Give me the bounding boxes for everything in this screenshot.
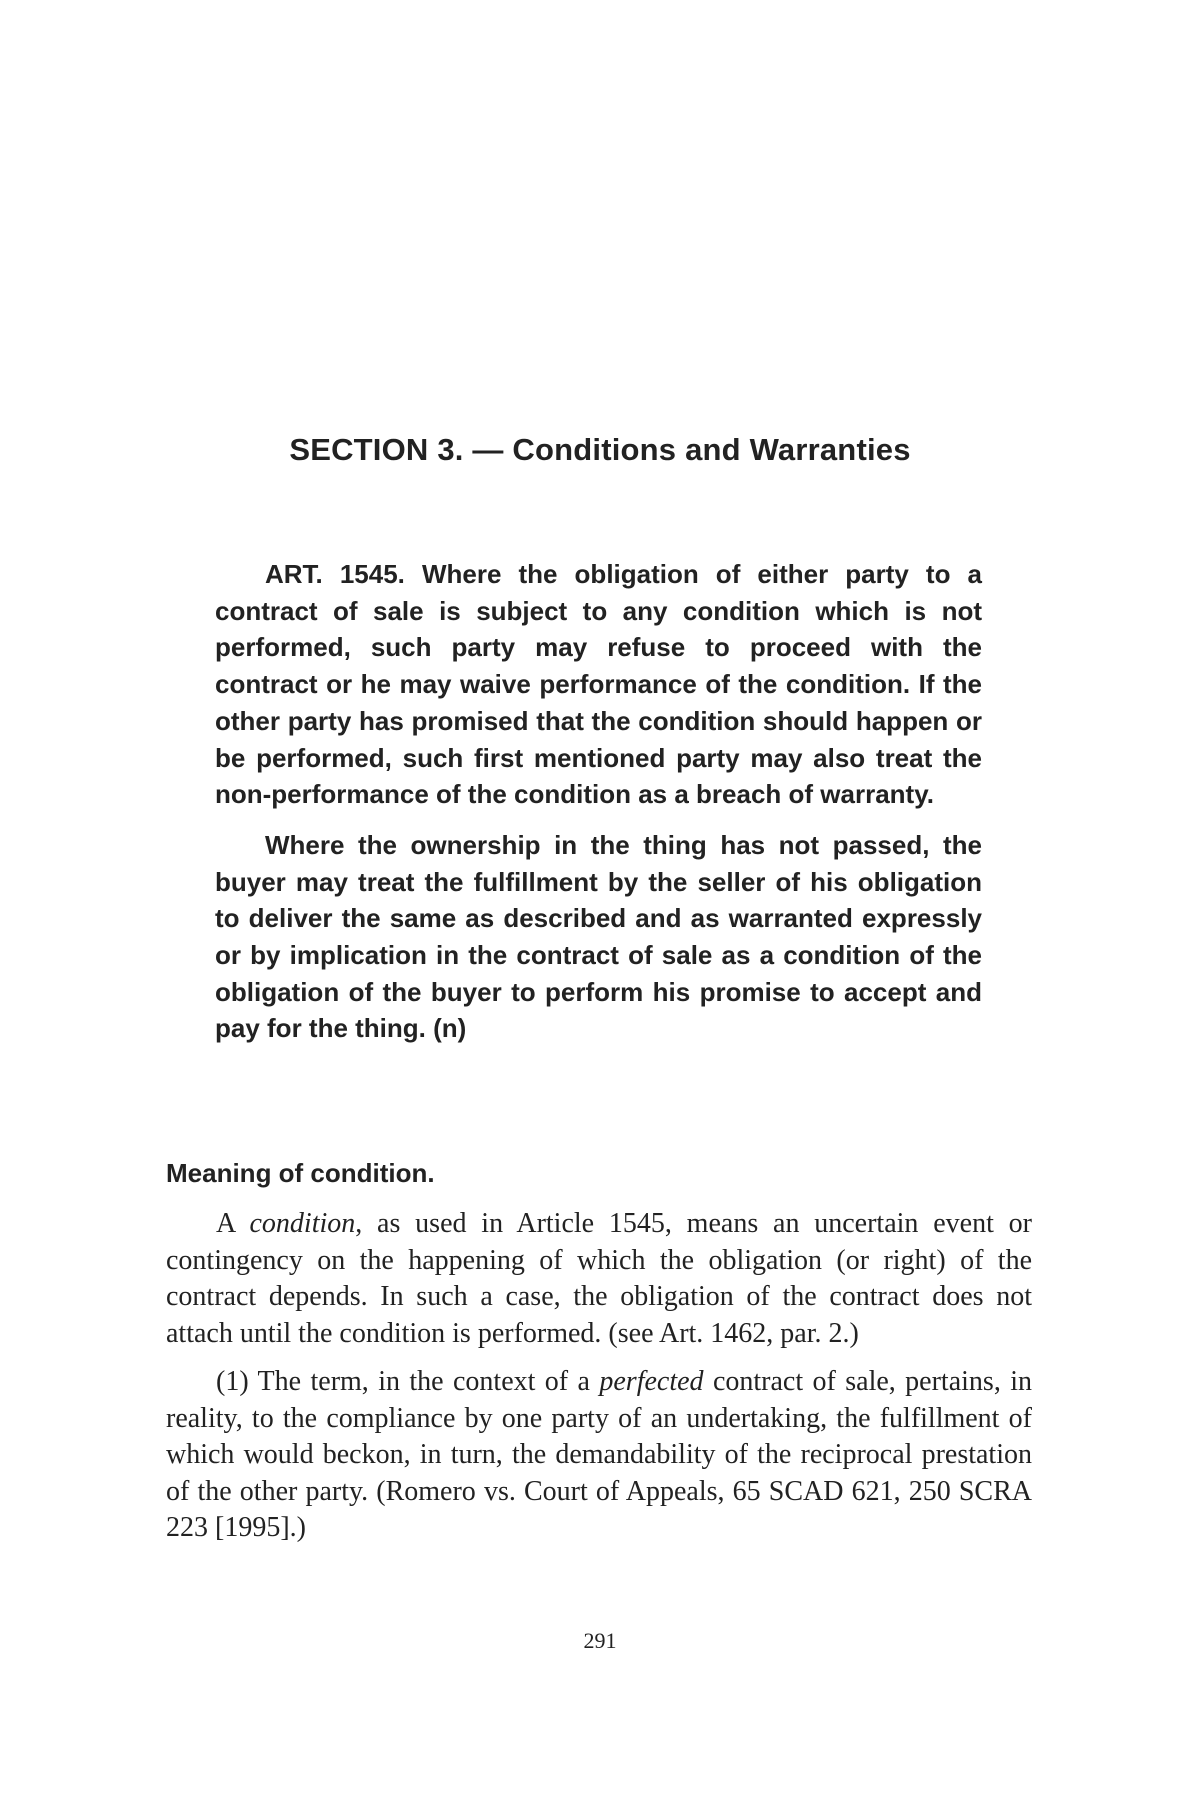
commentary [166, 1206, 1032, 1547]
commentary-paragraph-2 [166, 1364, 1032, 1547]
commentary-p1-lead: A [216, 1208, 250, 1239]
article-paragraph-2: Where the ownership in the thing has not passed, the buyer may treat the fulfillment by the seller of his obligation to deliver the same as described and as warranted expressly or by implication in the contract of sale as a condition of the obligation of the buyer to perform his promise to accept and pay for the thing. (n) [215, 829, 982, 1044]
section-title: SECTION 3. — Conditions and Warranties [289, 432, 911, 467]
article-1545 [215, 556, 982, 1047]
commentary-p2-rest: contract of sale, pertains, in reality, to the compliance by one party of an undertaking, the fulfillment of which would beckon, in turn, the demandability of the reciprocal prestation of the other party. (Romero vs. Court of Appeals, 65 SCAD 621, 250 SCRA 223 [1995].) [166, 1366, 1033, 1543]
commentary-p1-rest: , as used in Article 1545, means an uncertain event or contingency on the happening of which the obligation (or right) of the contract depends. In such a case, the obligation of the contract does not attach until the condition is performed. (see Art. 1462, par. 2.) [166, 1208, 1032, 1349]
article-paragraph-1 [215, 556, 982, 813]
commentary-p2-lead: (1) The term, in the context of a [216, 1366, 600, 1397]
commentary-p2-term: perfected [599, 1366, 704, 1397]
meaning-heading: Meaning of condition. [166, 1158, 435, 1188]
article-heading: ART. 1545. [265, 559, 405, 589]
article-paragraph-1-text: Where the obligation of either party to a contract of sale is subject to any condition which is not performed, such party may refuse to proceed with the contract or he may waive performance of the condition. If the other party has promised that the condition should happen or be performed, such first mentioned party may also treat the non-performance of the condition as a breach of warranty. [215, 559, 982, 810]
page-number: 291 [583, 1628, 617, 1653]
commentary-paragraph-1 [166, 1206, 1032, 1352]
commentary-p1-term: condition [249, 1208, 356, 1239]
